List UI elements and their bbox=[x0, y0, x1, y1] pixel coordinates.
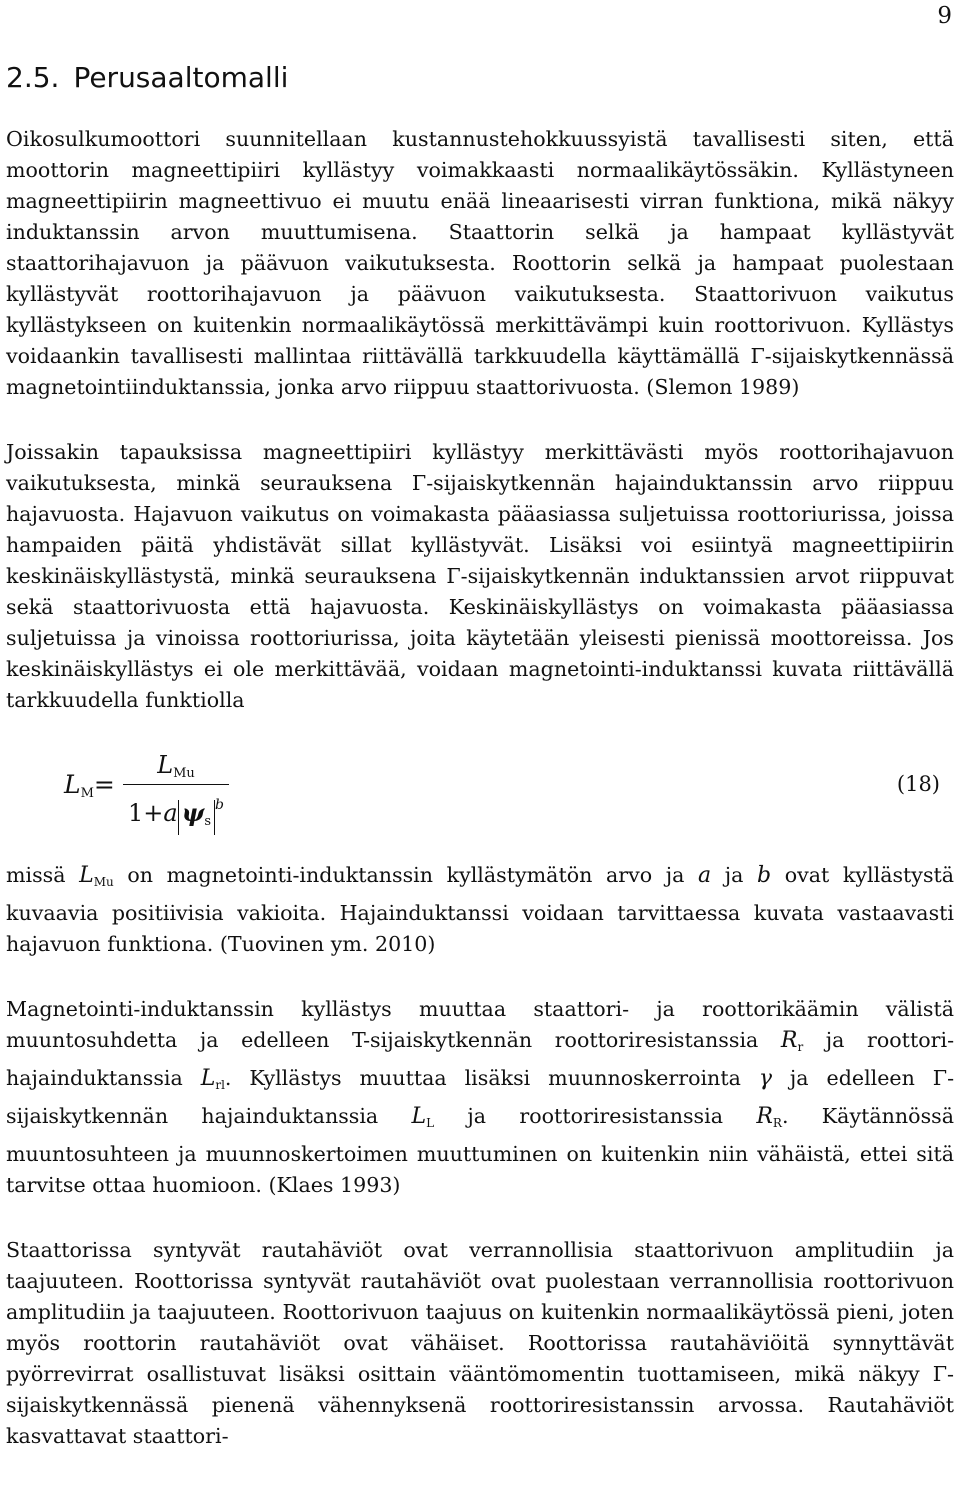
equation-lhs: $L_M=$ bbox=[64, 770, 115, 801]
paragraph-spacer bbox=[6, 403, 954, 437]
paragraph-iron-losses: Staattorissa syntyvät rautahäviöt ovat verrannollisia staattorivuon amplitudiin ja taajuuteen. Roottorissa syntyvät rautahäviöt ovat puolestaan verrannollisia roottorivuon amplitudiin ja taajuuteen. Roottorivuon taajuus on kuitenkin normaalikäytössä pieni, joten myös roottorin rautahäviöt ovat vähäiset. Roottorissa rautahäviöitä synnyttävät pyörrevirrat osallistuvat lisäksi osittain vääntömomentin tuottamiseen, mikä näkyy Γ-sijaiskytkennässä pienenä vähennyksenä roottoriresistanssin arvossa. Rautahäviöt kasvattavat staattori- bbox=[6, 1238, 954, 1448]
equation-number: (18) bbox=[896, 772, 940, 796]
section-number: 2.5. bbox=[6, 61, 60, 94]
page-number: 9 bbox=[937, 3, 952, 29]
paragraph-equation-explanation: missä LMu on magnetointi-induktanssin kyllästymätön arvo ja a ja b ovat kyllästystä kuvaavia positiivisia vakioita. Hajainduktanssi voidaan tarvittaessa kuvata vastaavasti hajavuon funktiona. (Tuovinen ym. 2010) bbox=[6, 863, 955, 956]
equation-numerator: $L_{Mu}$ bbox=[157, 751, 195, 781]
paragraph-saturation-intro: Oikosulkumoottori suunnitellaan kustannustehokkuussyistä tavallisesti siten, että moottorin magneettipiiri kyllästyy voimakkaasti normaalikäytössäkin. Kyllästyneen magneettipiirin magneettivuo ei muutu enää lineaarisesti virran funktiona, mikä näkyy induktanssin arvon muuttumisena. Staattorin selkä ja hampaat kyllästyvät staattorihajavuon ja päävuon vaikutuksesta. Roottorin selkä ja hampaat puolestaan kyllästyvät roottorihajavuon ja päävuon vaikutuksesta. Staattorivuon vaikutus kyllästykseen on kuitenkin normaalikäytössä merkittävämpi kuin roottorivuon. Kyllästys voidaankin tavallisesti mallintaa riittävällä tarkkuudella käyttämällä Γ-sijaiskytkennässä magnetointiinduktanssia, jonka arvo riippuu staattorivuosta. (Slemon 1989) bbox=[6, 127, 954, 399]
page-content bbox=[6, 60, 954, 1452]
symbol-gamma: γ bbox=[758, 1066, 772, 1091]
symbol-b: b bbox=[757, 863, 772, 888]
absolute-value: $\psi_s$ bbox=[178, 800, 215, 835]
symbol-L-rl: Lrl bbox=[200, 1066, 225, 1092]
section-title: Perusaaltomalli bbox=[73, 61, 289, 94]
paragraph-spacer bbox=[6, 960, 954, 994]
symbol-a: a bbox=[698, 863, 712, 888]
paragraph-turns-ratio: Magnetointi-induktanssin kyllästys muuttaa staattori- ja roottorikäämin välistä muuntosuhdetta ja edelleen T-sijaiskytkennän roottoriresistanssia Rr ja roottorihajainduktanssia Lrl. Kyllästys muuttaa lisäksi muunnoskerrointa γ ja edelleen Γ-sijaiskytkennän hajainduktanssia LL ja roottoriresistanssia RR. Käytännössä muuntosuhteen ja muunnoskertoimen muuttuminen on kuitenkin niin vähäistä, ettei sitä tarvitse ottaa huomioon. (Klaes 1993) bbox=[6, 997, 955, 1197]
section-heading bbox=[6, 60, 954, 96]
equation-18 bbox=[6, 746, 954, 838]
symbol-R-R: RR bbox=[756, 1104, 782, 1130]
symbol-L-L: LL bbox=[411, 1104, 435, 1130]
symbol-R-r: Rr bbox=[780, 1028, 804, 1054]
equation-fraction bbox=[123, 746, 229, 829]
equation-denominator: 1+a $\psi_s^b$ bbox=[123, 785, 229, 825]
symbol-L-Mu: LMu bbox=[79, 863, 114, 889]
paragraph-leakage-saturation: Joissakin tapauksissa magneettipiiri kyllästyy merkittävästi myös roottorihajavuon vaikutuksesta, minkä seurauksena Γ-sijaiskytkennän hajainduktanssin arvo riippuu hajavuosta. Hajavuon vaikutus on voimakasta pääasiassa suljetuissa roottoriurissa, joissa hampaiden päitä yhdistävät sillat kyllästyvät. Lisäksi voi esiintyä magneettipiirin keskinäiskyllästystä, minkä seurauksena Γ-sijaiskytkennän induktanssien arvot riippuvat sekä staattorivuosta että hajavuosta. Keskinäiskyllästys on voimakasta pääasiassa suljetuissa ja vinoissa roottoriurissa, joita käytetään yleisesti pienissä moottoreissa. Jos keskinäiskyllästys ei ole merkittävää, voidaan magnetointi-induktanssi kuvata riittävällä tarkkuudella funktiolla bbox=[6, 440, 954, 712]
paragraph-spacer bbox=[6, 1201, 954, 1235]
